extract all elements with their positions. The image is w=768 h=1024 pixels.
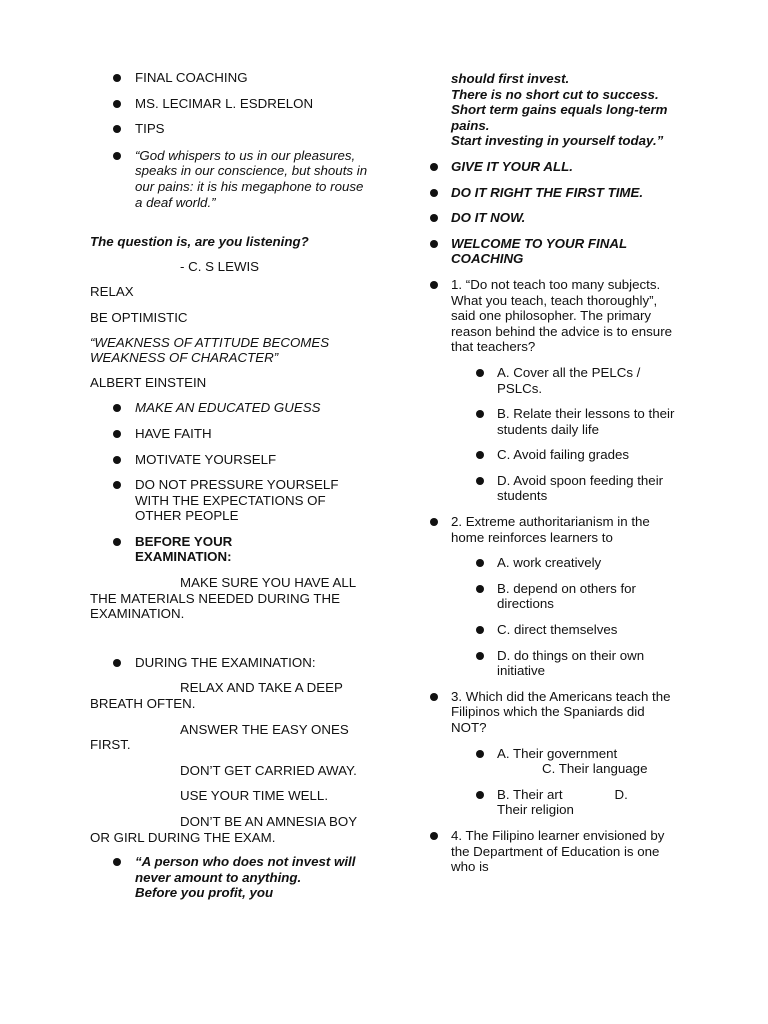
q1-option-b: B. Relate their lessons to their students daily life: [497, 406, 675, 437]
question-4: 4. The Filipino learner envisioned by the Department of Education is one who is: [451, 827, 665, 875]
list-item: [90, 70, 370, 86]
q2-option-c: C. direct themselves: [497, 622, 618, 638]
optimistic-text: BE OPTIMISTIC: [90, 309, 188, 325]
question-2: 2. Extreme authoritarianism in the home reinforces learners to: [451, 514, 650, 545]
materials-text: MAKE SURE YOU HAVE ALL THE MATERIALS NEEDED DURING THE EXAMINATION.: [90, 575, 356, 622]
guess-text: MAKE AN EDUCATED GUESS: [135, 400, 321, 416]
invest-quote-part: Before you profit, you: [135, 885, 274, 901]
answer-option: [430, 648, 680, 679]
q3-option-d-text: Their religion: [497, 802, 574, 818]
welcome-text: WELCOME TO YOUR FINAL COACHING: [451, 235, 627, 267]
list-item: [430, 159, 680, 175]
author-name: MS. LECIMAR L. ESDRELON: [135, 95, 314, 111]
left-column: [90, 60, 370, 901]
question-text: The question is, are you listening?: [90, 234, 309, 250]
answer-option: [430, 555, 680, 571]
invest-quote-part: Start investing in yourself today.”: [451, 133, 664, 149]
final-coaching-text: FINAL COACHING: [135, 70, 248, 85]
carried-text: DON’T GET CARRIED AWAY.: [180, 762, 357, 778]
answer-option: [430, 473, 680, 504]
relax-text: RELAX: [90, 284, 134, 300]
einstein-quote: “WEAKNESS OF ATTITUDE BECOMES WEAKNESS OF CHARACTER”: [90, 334, 330, 366]
answer-option: [430, 787, 680, 818]
einstein-attribution: ALBERT EINSTEIN: [90, 374, 207, 390]
invest-quote-part: “A person who does not invest will never amount to anything.: [135, 854, 356, 885]
list-item: [430, 236, 680, 267]
question-item: [430, 828, 680, 875]
list-item: [90, 452, 370, 468]
time-text: USE YOUR TIME WELL.: [180, 788, 329, 804]
lewis-attribution: - C. S LEWIS: [180, 258, 260, 274]
pressure-text: DO NOT PRESSURE YOURSELF WITH THE EXPECTATIONS OF OTHER PEOPLE: [135, 477, 339, 524]
lewis-quote: “God whispers to us in our pleasures, speaks in our conscience, but shouts in our pains: it is his megaphone to rouse a deaf world.”: [135, 147, 368, 210]
invest-quote-part: should first invest.: [451, 71, 570, 86]
list-item: [90, 96, 370, 112]
list-item: [90, 148, 370, 210]
question-item: [430, 689, 680, 736]
q3-option-d-label: D.: [614, 786, 628, 802]
list-item: [90, 400, 370, 416]
invest-quote-part: Short term gains equals long-term pains.: [451, 102, 668, 133]
amnesia-text: DON’T BE AN AMNESIA BOY OR GIRL DURING THE EXAM.: [90, 814, 357, 845]
question-1: 1. “Do not teach too many subjects. What you teach, teach thoroughly”, said one philosopher. The primary reason behind the advice is to ensure that teachers?: [451, 276, 673, 355]
question-3: 3. Which did the Americans teach the Filipinos which the Spaniards did NOT?: [451, 688, 671, 735]
before-exam-heading: BEFORE YOUR EXAMINATION:: [135, 533, 233, 565]
list-item: [90, 534, 370, 565]
q3-option-b: B. Their art: [497, 786, 563, 802]
q1-option-c: C. Avoid failing grades: [497, 447, 630, 463]
q1-option-d: D. Avoid spoon feeding their students: [497, 472, 664, 504]
list-item: [430, 210, 680, 226]
invest-quote-part: There is no short cut to success.: [451, 86, 659, 102]
q2-option-b: B. depend on others for directions: [497, 580, 636, 612]
q3-option-a: A. Their government: [497, 745, 618, 761]
during-exam-heading: DURING THE EXAMINATION:: [135, 654, 316, 670]
breathe-text: RELAX AND TAKE A DEEP BREATH OFTEN.: [90, 680, 343, 712]
answer-option: [430, 622, 680, 638]
give-all-text: GIVE IT YOUR ALL.: [451, 158, 573, 174]
list-item: [90, 655, 370, 671]
list-item: [90, 121, 370, 137]
answer-option: [430, 406, 680, 437]
faith-text: HAVE FAITH: [135, 425, 212, 441]
invest-quote-continued: [430, 71, 680, 149]
motivate-text: MOTIVATE YOURSELF: [135, 451, 277, 467]
q3-option-c: C. Their language: [542, 761, 648, 777]
q1-option-a: A. Cover all the PELCs / PSLCs.: [497, 364, 641, 396]
list-item: [90, 477, 370, 524]
now-text: DO IT NOW.: [451, 210, 526, 226]
list-item: [430, 185, 680, 201]
question-item: [430, 277, 680, 355]
q2-option-a: A. work creatively: [497, 555, 602, 571]
answer-option: [430, 447, 680, 463]
q2-option-d: D. do things on their own initiative: [497, 647, 645, 679]
answer-option: [430, 746, 680, 777]
list-item: [90, 854, 370, 901]
answer-option: [430, 365, 680, 396]
right-first-text: DO IT RIGHT THE FIRST TIME.: [451, 184, 644, 200]
right-column: [430, 60, 680, 875]
tips-text: TIPS: [135, 121, 165, 137]
list-item: [90, 426, 370, 442]
easy-text: ANSWER THE EASY ONES FIRST.: [90, 721, 349, 753]
answer-option: [430, 581, 680, 612]
question-item: [430, 514, 680, 545]
